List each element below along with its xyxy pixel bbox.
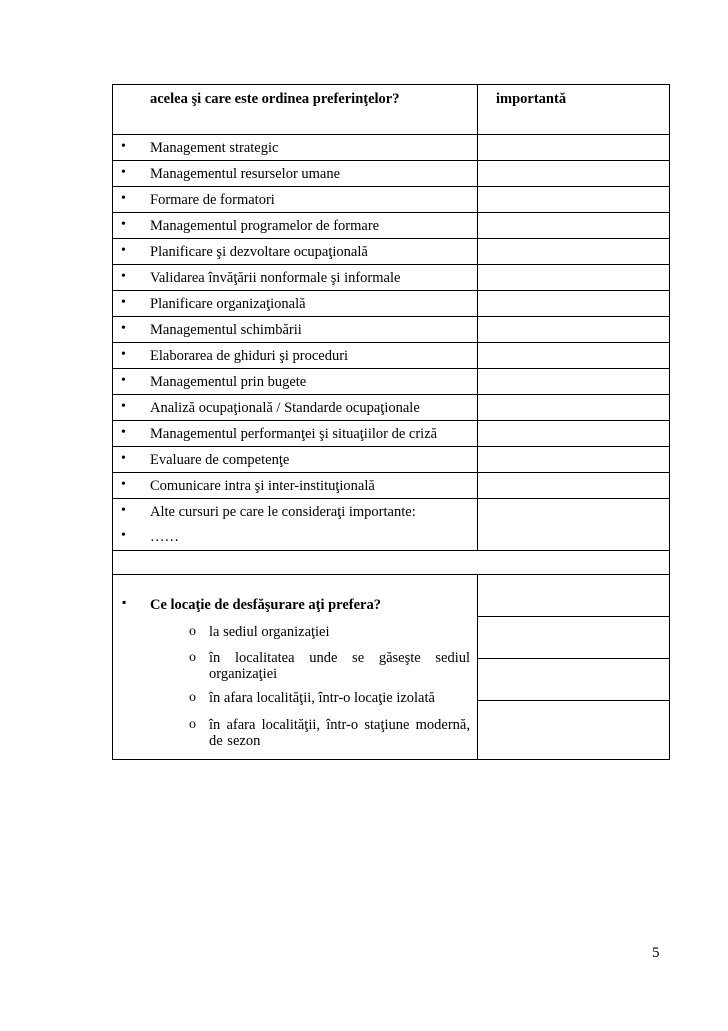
bullet-icon: • (121, 269, 126, 284)
table-row (113, 265, 669, 291)
page-number: 5 (652, 945, 660, 961)
course-label: Planificare organizaţională (150, 296, 306, 312)
table-header-row (113, 85, 669, 135)
table-row (113, 447, 669, 473)
bullet-icon: • (121, 321, 126, 336)
table-row (113, 213, 669, 239)
course-label: Analiză ocupaţională / Standarde ocupaţionale (150, 400, 420, 416)
square-bullet-icon: ▪ (122, 595, 127, 609)
course-label: Managementul prin bugete (150, 374, 307, 390)
location-answer-box[interactable] (477, 659, 669, 701)
table-row (113, 135, 669, 161)
location-answer-box[interactable] (477, 575, 669, 617)
course-label: Validarea învăţării nonformale şi informale (150, 270, 401, 286)
course-label: Managementul schimbării (150, 322, 302, 338)
bullet-icon: • (121, 165, 126, 180)
circle-bullet-icon: o (189, 717, 196, 732)
spacer-row (113, 551, 669, 575)
location-option: la sediul organizaţiei (209, 624, 330, 640)
course-label: Managementul resurselor umane (150, 166, 341, 182)
circle-bullet-icon: o (189, 690, 196, 705)
table-row (113, 317, 669, 343)
course-label: Alte cursuri pe care le consideraţi importante: (150, 504, 416, 520)
bullet-icon: • (121, 217, 126, 232)
location-answer-box[interactable] (477, 617, 669, 659)
course-label: Formare de formatori (150, 192, 275, 208)
course-label: Comunicare intra şi inter-instituţională (150, 478, 375, 494)
course-label: Management strategic (150, 140, 279, 156)
table-row (113, 395, 669, 421)
bullet-icon: • (121, 503, 126, 518)
table-row (113, 161, 669, 187)
table-row (113, 343, 669, 369)
table-row (113, 499, 669, 551)
location-option: în afara localităţii, într-o staţiune modernă, de sezon (209, 717, 470, 749)
course-label: Planificare şi dezvoltare ocupaţională (150, 244, 368, 260)
table-row (113, 369, 669, 395)
table-row (113, 187, 669, 213)
bullet-icon: • (121, 399, 126, 414)
survey-table (112, 84, 670, 760)
table-row (113, 473, 669, 499)
circle-bullet-icon: o (189, 624, 196, 639)
bullet-icon: • (121, 373, 126, 388)
course-label: Managementul programelor de formare (150, 218, 380, 234)
course-label: Elaborarea de ghiduri şi proceduri (150, 348, 349, 364)
bullet-icon: • (121, 425, 126, 440)
circle-bullet-icon: o (189, 650, 196, 665)
bullet-icon: • (121, 243, 126, 258)
bullet-icon: • (121, 191, 126, 206)
location-option: în afara localităţii, într-o locaţie izolată (209, 690, 435, 706)
location-option: în localitatea unde se găseşte sediul organizaţiei (209, 650, 470, 682)
course-label: Evaluare de competenţe (150, 452, 290, 468)
bullet-icon: • (121, 451, 126, 466)
location-section (113, 575, 669, 759)
course-label: Managementul performanţei şi situaţiilor de criză (150, 426, 438, 442)
header-question: acelea şi care este ordinea preferinţelor? (150, 91, 400, 107)
location-question: Ce locaţie de desfăşurare aţi prefera? (150, 597, 381, 613)
bullet-icon: • (121, 295, 126, 310)
bullet-icon: • (121, 139, 126, 154)
bullet-icon: • (121, 477, 126, 492)
table-row (113, 239, 669, 265)
course-label: …… (150, 529, 179, 545)
bullet-icon: • (121, 528, 126, 543)
bullet-icon: • (121, 347, 126, 362)
header-importance-label: importantă (496, 91, 567, 107)
location-answer-box[interactable] (477, 701, 669, 757)
table-row (113, 421, 669, 447)
table-row (113, 291, 669, 317)
